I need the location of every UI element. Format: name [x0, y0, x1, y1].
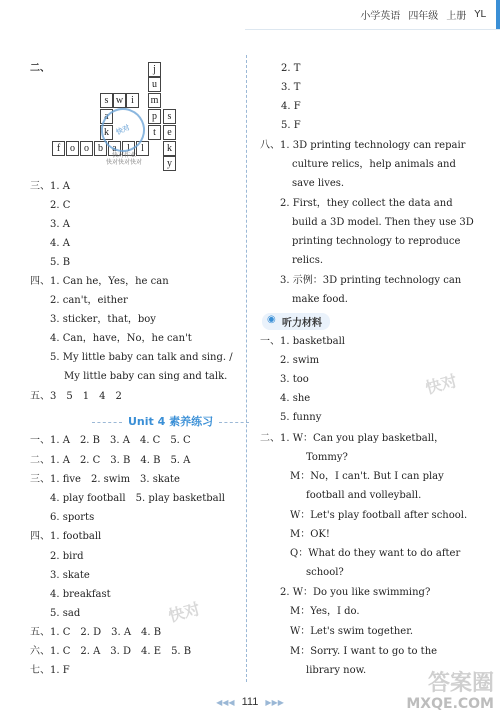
s3-line-4: 4. A — [50, 238, 70, 249]
s8-2-line-3: printing technology to reproduce — [292, 236, 461, 247]
headphones-icon: ◉ — [267, 314, 276, 325]
u6-line: 六、1. C 2. A 3. D 4. E 5. B — [30, 646, 192, 657]
crossword-cell: l — [136, 141, 149, 156]
s3-line-2: 2. C — [50, 200, 71, 211]
s8-3-line-1: 3. 示例：3D printing technology can — [280, 275, 462, 286]
watermark-left: 快对 — [166, 599, 203, 626]
s4-line-3: 3. sticker，that，boy — [50, 314, 156, 325]
u3-line-3: 6. sports — [50, 512, 95, 523]
l2-line-2: Tommy? — [306, 452, 348, 463]
s4-line-1: 四、1. Can he，Yes，he can — [30, 276, 169, 287]
crossword-cell: f — [52, 141, 65, 156]
s8-2-line-1: 2. First，they collect the data and — [280, 198, 453, 209]
next-arrows-icon: ▶▶▶ — [265, 698, 284, 707]
column-divider — [246, 55, 247, 682]
u3-line-2: 4. play football 5. play basketball — [50, 493, 225, 504]
header-edition: YL — [474, 8, 486, 20]
u7-line: 七、1. F — [30, 665, 70, 676]
l2-line-9: 2. W：Do you like swimming? — [280, 587, 431, 598]
watermark-right: 快对 — [423, 371, 460, 398]
s8-3-line-2: make food. — [292, 294, 348, 305]
brand-line2: MXQE.COM — [406, 696, 494, 712]
header-rule — [245, 29, 500, 30]
l2-line-6: M：OK! — [290, 529, 330, 540]
crossword-cell: p — [148, 109, 161, 124]
s8-2-line-4: relics. — [292, 255, 324, 266]
l1-line-4: 4. she — [280, 393, 311, 404]
listening-material-tag — [262, 313, 330, 330]
l2-line-1: 二、1. W：Can you play basketball， — [260, 433, 445, 444]
crossword-cell: m — [148, 93, 161, 108]
s3-line-1: 三、1. A — [30, 181, 70, 192]
r-top-4: 5. F — [281, 120, 301, 131]
header-volume: 上册 — [446, 10, 467, 22]
s4-line-5: 5. My little baby can talk and sing. / — [50, 352, 233, 363]
l1-line-1: 一、1. basketball — [260, 336, 345, 347]
crossword-cell: y — [163, 156, 176, 171]
l2-line-10: M：Yes，I do. — [290, 606, 360, 617]
header-grade: 四年级 — [408, 10, 439, 22]
crossword-cell: e — [163, 125, 176, 140]
l2-line-12: M：Sorry. I want to go to the — [290, 646, 438, 657]
l2-line-4: football and volleyball. — [306, 490, 422, 501]
l1-line-3: 3. too — [280, 374, 309, 385]
crossword-cell: w — [113, 93, 126, 108]
s8-1-line-1: 八、1. 3D printing technology can repair — [260, 140, 466, 151]
s4-line-6: My little baby can sing and talk. — [64, 371, 228, 382]
stamp-caption-2: 快对快对快对 — [106, 159, 143, 166]
r-top-2: 3. T — [281, 82, 301, 93]
crossword-cell: o — [80, 141, 93, 156]
s8-1-line-3: save lives. — [292, 178, 345, 189]
u4-line-1: 四、1. football — [30, 531, 102, 542]
u4-line-5: 5. sad — [50, 608, 81, 619]
crossword-cell: l — [122, 141, 135, 156]
u5-line: 五、1. C 2. D 3. A 4. B — [30, 627, 162, 638]
page-header — [226, 0, 500, 28]
crossword-cell: a — [108, 141, 121, 156]
l2-line-8: school? — [306, 567, 344, 578]
s3-line-3: 3. A — [50, 219, 70, 230]
r-top-1: 2. T — [281, 63, 301, 74]
crossword-cell: a — [100, 109, 113, 124]
s4-line-2: 2. can't，either — [50, 295, 128, 306]
s8-2-line-2: build a 3D model. Then they use 3D — [292, 217, 474, 228]
s8-1-line-2: culture relics，help animals and — [292, 159, 456, 170]
crossword-label: 二、 — [30, 63, 50, 74]
crossword-cell: k — [100, 125, 113, 140]
crossword-cell: s — [100, 93, 113, 108]
listening-title: 听力材料 — [282, 318, 322, 329]
l1-line-5: 5. funny — [280, 412, 322, 423]
u1-line: 一、1. A 2. B 3. A 4. C 5. C — [30, 435, 191, 446]
l2-line-7: Q：What do they want to do after — [290, 548, 461, 559]
stamp-caption — [106, 152, 142, 166]
crossword-cell: u — [148, 77, 161, 92]
prev-arrows-icon: ◀◀◀ — [216, 698, 235, 707]
s5-line: 五、3 5 1 4 2 — [30, 391, 122, 402]
crossword-cell: j — [148, 62, 161, 77]
brand-watermark — [406, 671, 494, 714]
l2-line-13: library now. — [306, 665, 367, 676]
crossword-cell: s — [163, 109, 176, 124]
u4-line-2: 2. bird — [50, 551, 84, 562]
l1-line-2: 2. swim — [280, 355, 320, 366]
crossword-cell: o — [66, 141, 79, 156]
kuaidui-stamp-icon: 快对 — [94, 101, 152, 159]
brand-line1: 答案圈 — [427, 671, 494, 696]
crossword-cell: t — [148, 125, 161, 140]
u4-line-3: 3. skate — [50, 570, 90, 581]
crossword-cell: b — [94, 141, 107, 156]
l2-line-11: W：Let's swim together. — [290, 626, 414, 637]
unit-title: Unit 4 素养练习 — [86, 413, 255, 429]
crossword-cell: i — [126, 93, 139, 108]
page-number: 111 — [241, 696, 259, 708]
r-top-3: 4. F — [281, 101, 301, 112]
s3-line-5: 5. B — [50, 257, 71, 268]
header-subject: 小学英语 — [360, 10, 401, 22]
l2-line-5: W：Let's play football after school. — [290, 510, 468, 521]
u3-line-1: 三、1. five 2. swim 3. skate — [30, 474, 180, 485]
stamp-caption-1: 快对作业 — [112, 152, 137, 159]
u4-line-4: 4. breakfast — [50, 589, 111, 600]
u2-line: 二、1. A 2. C 3. B 4. B 5. A — [30, 455, 191, 466]
crossword-cell: k — [163, 141, 176, 156]
s4-line-4: 4. Can，have，No，he can't — [50, 333, 192, 344]
l2-line-3: M：No，I can't. But I can play — [290, 471, 444, 482]
